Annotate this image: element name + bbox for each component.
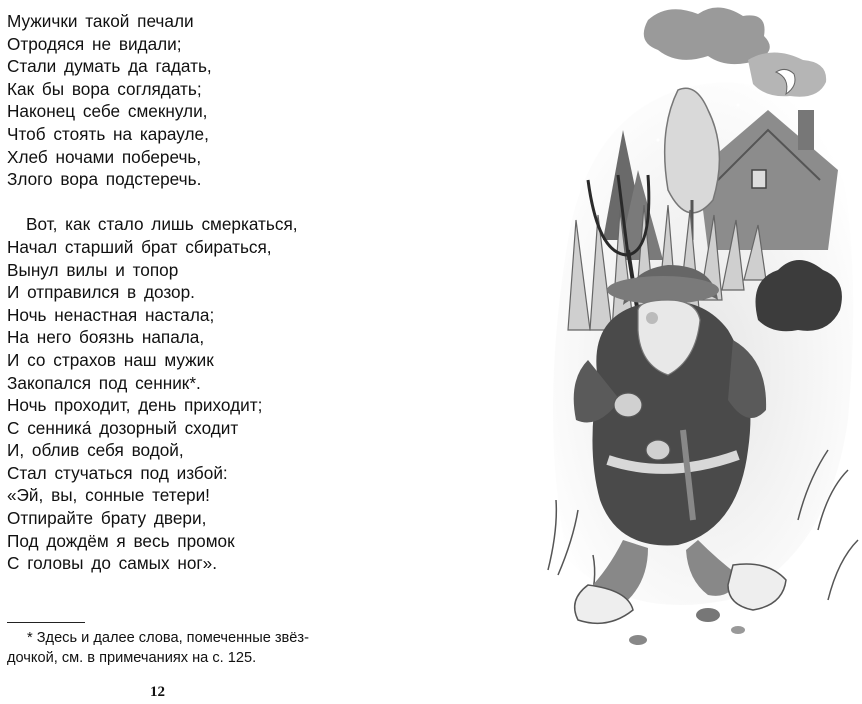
- poem-line: Хлеб ночами поберечь,: [7, 146, 202, 167]
- footnote: [7, 628, 367, 668]
- poem-line: Ночь ненастная настала;: [7, 304, 215, 325]
- poem-line: С сенника́ дозорный сходит: [7, 417, 239, 438]
- poem-line: Вынул вилы и топор: [7, 259, 179, 280]
- stanza-1: [7, 10, 427, 191]
- poem-line: Отпирайте брату двери,: [7, 508, 207, 529]
- poem-line: Стали думать да гадать,: [7, 56, 212, 77]
- poem-line: С головы до самых ног».: [7, 553, 218, 574]
- poem-line: Чтоб стоять на карауле,: [7, 123, 209, 144]
- poem-line: Под дождём я весь промок: [7, 530, 235, 551]
- poem-line: Ночь проходит, день приходит;: [7, 395, 263, 416]
- poem-line: «Эй, вы, сонные тетери!: [7, 485, 210, 506]
- poem-line: На него боязнь напала,: [7, 327, 205, 348]
- poem-line: И, облив себя водой,: [7, 440, 184, 461]
- footnote-divider: [7, 622, 85, 623]
- poem-line: Начал старший брат сбираться,: [7, 236, 272, 257]
- poem-line: Закопался под сенник*.: [7, 372, 201, 393]
- footnote-line: * Здесь и далее слова, помеченные звёз-: [27, 630, 309, 646]
- poem-line: Как бы вора соглядать;: [7, 78, 202, 99]
- peasant-illustration: [528, 0, 862, 660]
- poem-line: Стал стучаться под избой:: [7, 462, 228, 483]
- poem-line: И отправился в дозор.: [7, 282, 195, 303]
- stanza-2: [7, 213, 427, 575]
- poem-line: Злого вора подстеречь.: [7, 169, 202, 190]
- page-number: 12: [150, 684, 165, 700]
- poem-line: Вот, как стало лишь смеркаться,: [26, 214, 298, 235]
- poem-line: Наконец себе смекнули,: [7, 101, 208, 122]
- poem-line: Отродяся не видали;: [7, 33, 182, 54]
- poem: [7, 10, 427, 575]
- footnote-line: дочкой, см. в примечаниях на с. 125.: [7, 650, 257, 666]
- poem-line: Мужички такой печали: [7, 11, 194, 31]
- poem-line: И со страхов наш мужик: [7, 349, 214, 370]
